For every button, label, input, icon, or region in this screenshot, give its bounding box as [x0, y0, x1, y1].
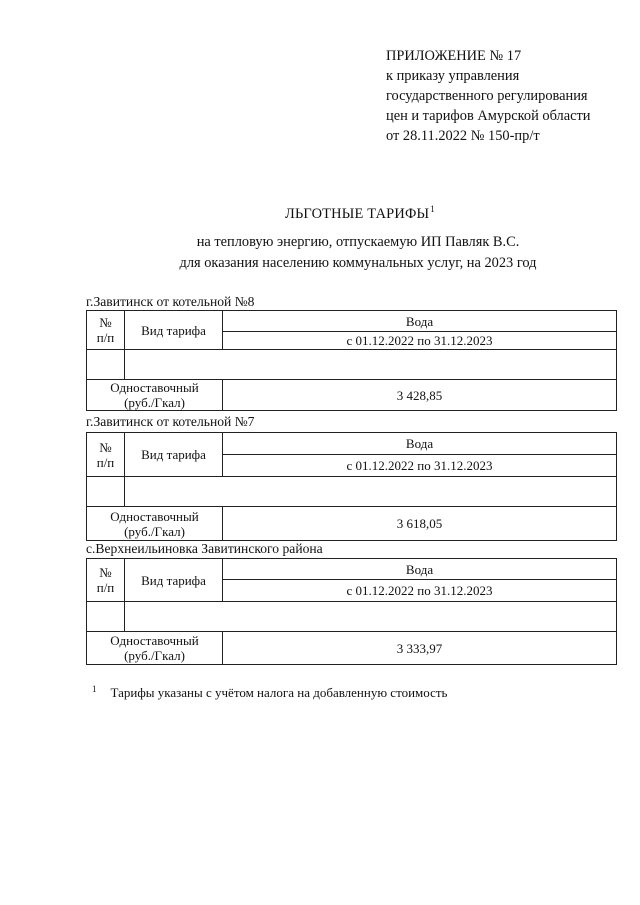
location-label: г.Завитинск от котельной №8 [86, 294, 255, 309]
location-label: г.Завитинск от котельной №7 [86, 414, 255, 429]
header-num: № п/п [87, 559, 125, 602]
tariff-value: 3 428,85 [223, 380, 617, 411]
subtitle-line: для оказания населению коммунальных услуг, на 2023 год [179, 255, 537, 271]
tariff-table [86, 558, 617, 665]
empty-cell [125, 477, 617, 507]
appendix-block [386, 46, 590, 146]
footnote-mark: 1 [92, 684, 97, 694]
header-water: Вода [223, 559, 617, 580]
tariff-value: 3 333,97 [223, 632, 617, 665]
document-subtitle [0, 232, 640, 274]
header-type: Вид тарифа [125, 433, 223, 477]
header-type: Вид тарифа [125, 311, 223, 350]
tariff-table [86, 432, 617, 541]
row-label: Одноставочный (руб./Гкал) [87, 632, 223, 665]
row-label: Одноставочный (руб./Гкал) [87, 380, 223, 411]
appendix-line: к приказу управления [386, 68, 520, 84]
empty-cell [87, 477, 125, 507]
footnote-text: Тарифы указаны с учётом налога на добавленную стоимость [110, 685, 448, 700]
header-water: Вода [223, 311, 617, 332]
header-period: с 01.12.2022 по 31.12.2023 [223, 580, 617, 602]
header-water: Вода [223, 433, 617, 455]
header-period: с 01.12.2022 по 31.12.2023 [223, 332, 617, 350]
appendix-line: от 28.11.2022 № 150-пр/т [386, 128, 540, 144]
appendix-line: цен и тарифов Амурской области [386, 108, 591, 124]
title-text: ЛЬГОТНЫЕ ТАРИФЫ [285, 206, 430, 222]
document-title [0, 204, 640, 223]
appendix-line: ПРИЛОЖЕНИЕ № 17 [386, 48, 522, 64]
header-period: с 01.12.2022 по 31.12.2023 [223, 455, 617, 477]
empty-cell [125, 602, 617, 632]
header-num: № п/п [87, 433, 125, 477]
empty-cell [87, 602, 125, 632]
subtitle-line: на тепловую энергию, отпускаемую ИП Павляк В.С. [196, 234, 520, 250]
row-label: Одноставочный (руб./Гкал) [87, 507, 223, 541]
header-type: Вид тарифа [125, 559, 223, 602]
header-num: № п/п [87, 311, 125, 350]
location-label: с.Верхнеильиновка Завитинского района [86, 541, 323, 556]
title-footnote-mark: 1 [430, 204, 435, 214]
empty-cell [87, 350, 125, 380]
tariff-table [86, 310, 617, 411]
tariff-value: 3 618,05 [223, 507, 617, 541]
empty-cell [125, 350, 617, 380]
appendix-line: государственного регулирования [386, 88, 588, 104]
footnote [92, 684, 447, 701]
